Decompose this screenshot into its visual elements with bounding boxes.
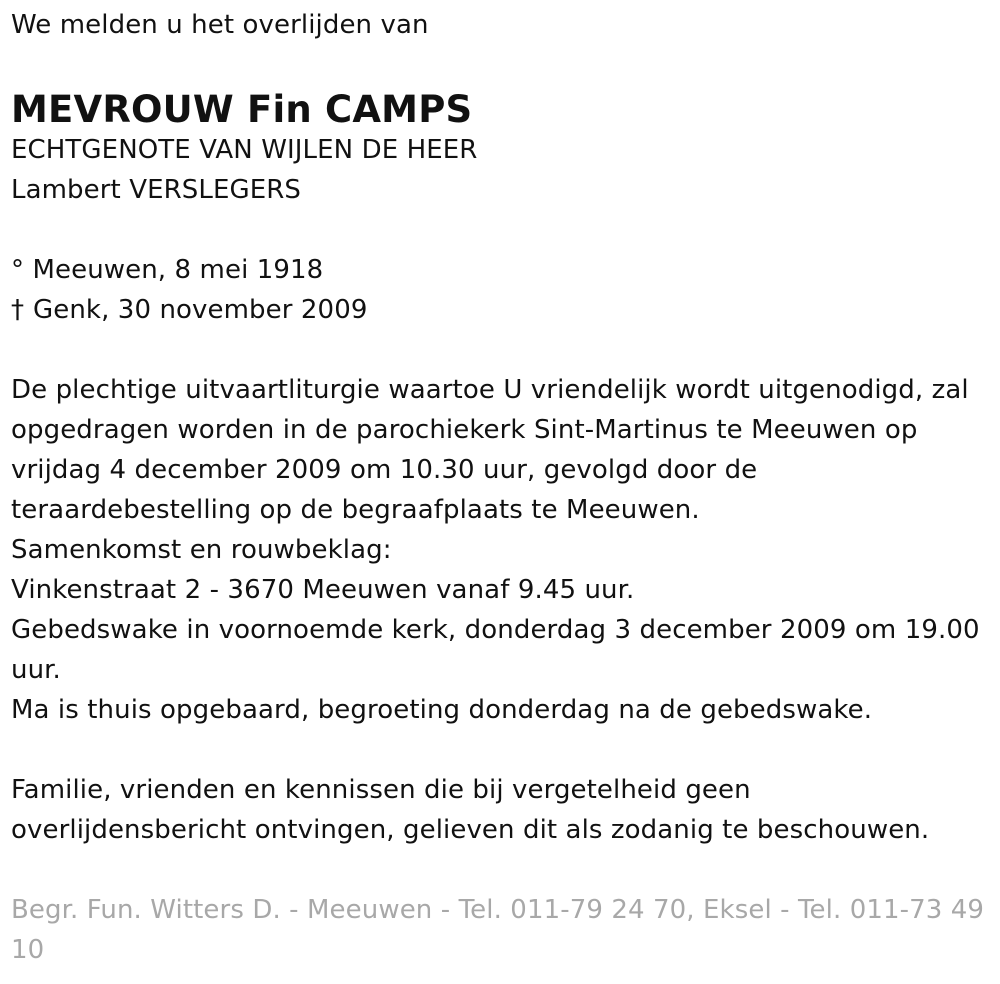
spacer [11, 850, 996, 890]
deceased-name: MEVROUW Fin CAMPS [11, 88, 473, 131]
family-note [11, 770, 996, 850]
body-line: vrijdag 4 december 2009 om 10.30 uur, gevolgd door de [11, 455, 758, 485]
body-line: uur. [11, 655, 61, 685]
death-notice [11, 0, 996, 970]
ceremony-details [11, 370, 996, 730]
body-line: Gebedswake in voornoemde kerk, donderdag 3 december 2009 om 19.00 [11, 615, 980, 645]
spacer [11, 730, 996, 770]
relation-line-2: Lambert VERSLEGERS [11, 175, 302, 205]
intro-text: We melden u het overlijden van [11, 10, 429, 40]
spacer [11, 330, 996, 370]
body-line: teraardebestelling op de begraafplaats te Meeuwen. [11, 495, 700, 525]
death-info: Genk, 30 november 2009 [33, 295, 368, 325]
funeral-home-footer [11, 890, 996, 970]
body-line: Samenkomst en rouwbeklag: [11, 535, 392, 565]
body-line: Ma is thuis opgebaard, begroeting donderdag na de gebedswake. [11, 695, 873, 725]
body-line: Vinkenstraat 2 - 3670 Meeuwen vanaf 9.45 uur. [11, 575, 635, 605]
death-info-row [11, 290, 996, 330]
footer-line: 10 [11, 935, 45, 965]
footer-line: Begr. Fun. Witters D. - Meeuwen - Tel. 011-79 24 70, Eksel - Tel. 011-73 49 [11, 895, 985, 925]
body-line: opgedragen worden in de parochiekerk Sint-Martinus te Meeuwen op [11, 415, 918, 445]
spacer [11, 210, 996, 250]
relation-line-1: ECHTGENOTE VAN WIJLEN DE HEER [11, 135, 478, 165]
body-line: De plechtige uitvaartliturgie waartoe U vriendelijk wordt uitgenodigd, zal [11, 375, 969, 405]
cross-icon: † [11, 295, 25, 325]
family-line: overlijdensbericht ontvingen, gelieven dit als zodanig te beschouwen. [11, 815, 930, 845]
family-line: Familie, vrienden en kennissen die bij vergetelheid geen [11, 775, 751, 805]
birth-info: ° Meeuwen, 8 mei 1918 [11, 255, 324, 285]
